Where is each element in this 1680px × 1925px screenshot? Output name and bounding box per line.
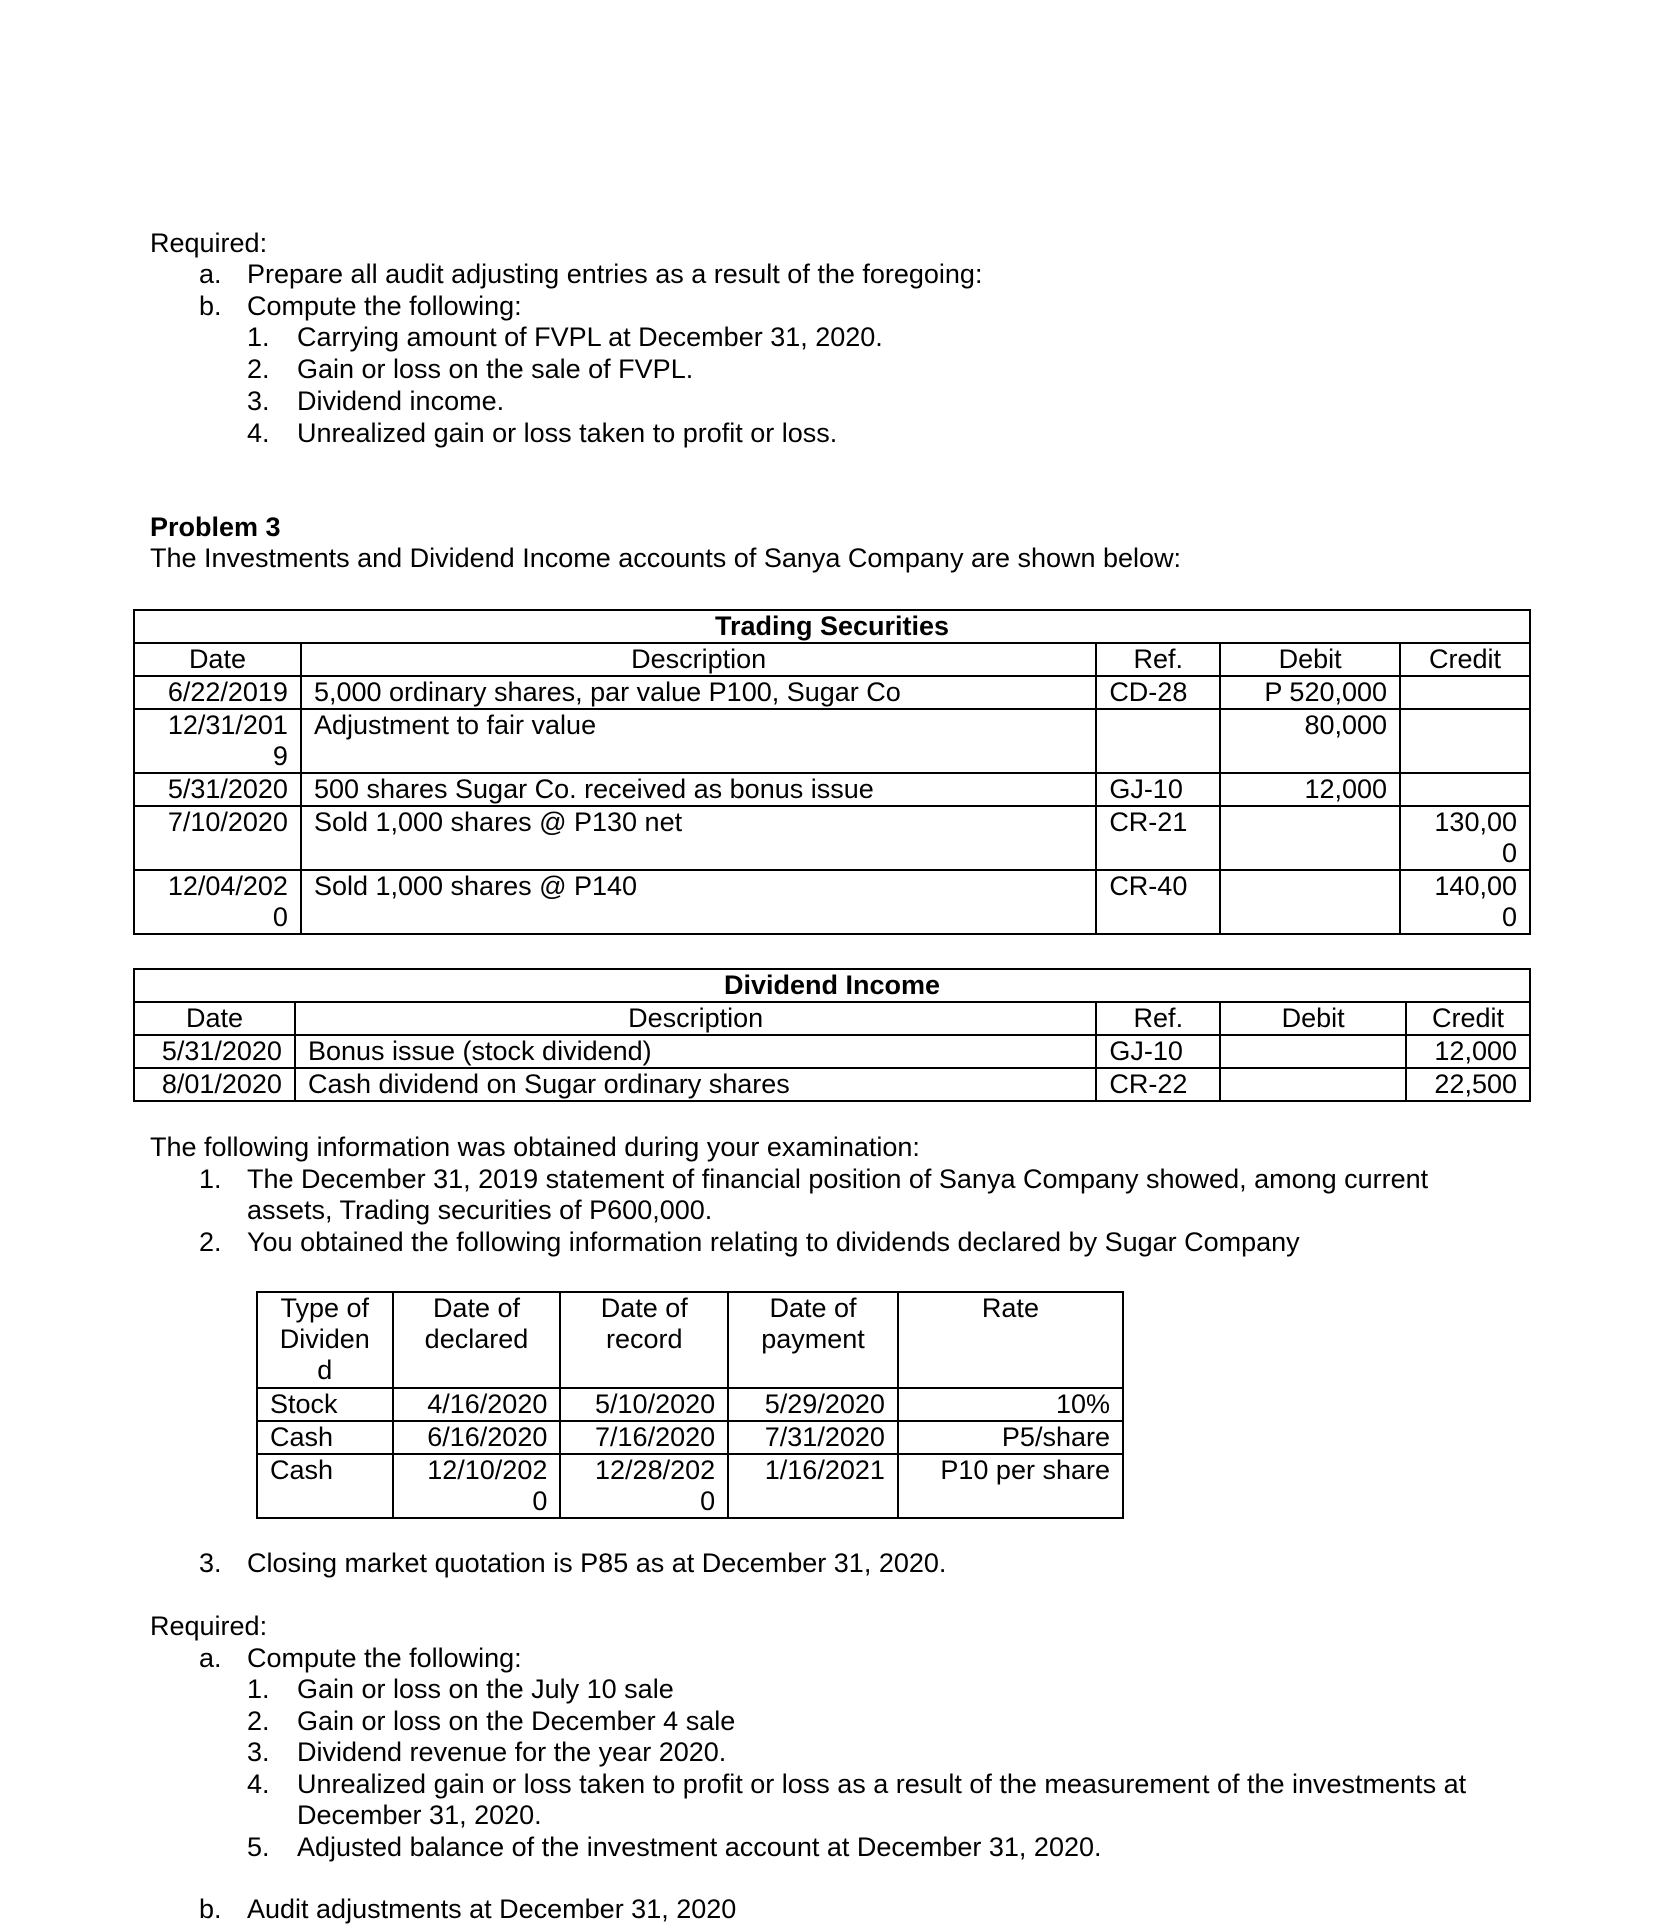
list-marker: 3. [199,1548,222,1578]
list-item-continued: assets, Trading securities of P600,000. [247,1195,713,1225]
payment-cell: 1/16/2021 [728,1454,898,1518]
record-cell: 12/28/202 0 [560,1454,728,1518]
description-cell: Sold 1,000 shares @ P130 net [301,806,1096,870]
table-row [134,1068,1530,1101]
ref-cell: CR-22 [1096,1068,1220,1101]
list-marker: 4. [247,418,270,448]
list-marker: 2. [247,1706,270,1736]
description-cell: Bonus issue (stock dividend) [295,1035,1096,1068]
description-cell: 5,000 ordinary shares, par value P100, Sugar Co [301,676,1096,709]
column-header: Credit [1406,1002,1530,1035]
list-marker: 3. [247,386,270,416]
ref-cell [1096,709,1220,773]
credit-cell: 22,500 [1406,1068,1530,1101]
table-title: Trading Securities [134,610,1530,643]
list-marker: 1. [247,322,270,352]
credit-cell [1400,676,1530,709]
list-marker: 5. [247,1832,270,1862]
list-marker: a. [199,1643,222,1673]
list-marker: a. [199,259,222,289]
record-cell: 5/10/2020 [560,1388,728,1421]
type-cell: Stock [257,1388,393,1421]
column-header: Date [134,643,301,676]
rate-cell: 10% [898,1388,1123,1421]
date-cell: 7/10/2020 [134,806,301,870]
table-row [134,1035,1530,1068]
list-item: Closing market quotation is P85 as at December 31, 2020. [247,1548,947,1578]
list-item: The December 31, 2019 statement of financial position of Sanya Company showed, among current [247,1164,1429,1194]
problem-intro: The Investments and Dividend Income accounts of Sanya Company are shown below: [150,543,1182,573]
debit-cell [1220,870,1400,934]
table-header-row [134,643,1530,676]
date-cell: 12/04/202 0 [134,870,301,934]
problem-title: Problem 3 [150,512,281,542]
ref-cell: GJ-10 [1096,1035,1220,1068]
description-cell: 500 shares Sugar Co. received as bonus issue [301,773,1096,806]
date-cell: 5/31/2020 [134,1035,295,1068]
list-marker: b. [199,1894,222,1924]
debit-cell: 12,000 [1220,773,1400,806]
ref-cell: CR-21 [1096,806,1220,870]
list-item: Adjusted balance of the investment account at December 31, 2020. [297,1832,1102,1862]
table-title: Dividend Income [134,969,1530,1002]
column-header: Description [295,1002,1096,1035]
trading-securities-table [133,609,1531,935]
ref-cell: CD-28 [1096,676,1220,709]
date-cell: 6/22/2019 [134,676,301,709]
list-item: You obtained the following information relating to dividends declared by Sugar Company [247,1227,1300,1257]
table-row [134,773,1530,806]
list-item: Prepare all audit adjusting entries as a result of the foregoing: [247,259,983,289]
credit-cell: 140,00 0 [1400,870,1530,934]
column-header: Date of declared [393,1292,561,1388]
info-intro: The following information was obtained during your examination: [150,1132,920,1162]
table-row [134,806,1530,870]
column-header: Rate [898,1292,1123,1388]
debit-cell [1220,1068,1406,1101]
type-cell: Cash [257,1421,393,1454]
date-cell: 12/31/201 9 [134,709,301,773]
type-cell: Cash [257,1454,393,1518]
declared-cell: 6/16/2020 [393,1421,561,1454]
description-cell: Cash dividend on Sugar ordinary shares [295,1068,1096,1101]
required-heading: Required: [150,1611,268,1641]
list-item-continued: December 31, 2020. [297,1800,542,1830]
list-item: Unrealized gain or loss taken to profit or loss. [297,418,838,448]
declared-cell: 4/16/2020 [393,1388,561,1421]
column-header: Debit [1220,1002,1406,1035]
date-cell: 5/31/2020 [134,773,301,806]
credit-cell [1400,709,1530,773]
column-header: Ref. [1096,643,1220,676]
ref-cell: GJ-10 [1096,773,1220,806]
list-marker: 1. [247,1674,270,1704]
date-cell: 8/01/2020 [134,1068,295,1101]
list-item: Audit adjustments at December 31, 2020 [247,1894,737,1924]
list-marker: 1. [199,1164,222,1194]
table-row [257,1454,1123,1518]
list-item: Dividend income. [297,386,505,416]
table-row [134,676,1530,709]
table-row [257,1388,1123,1421]
list-marker: b. [199,291,222,321]
list-marker: 2. [247,354,270,384]
table-header-row [134,1002,1530,1035]
description-cell: Sold 1,000 shares @ P140 [301,870,1096,934]
debit-cell: P 520,000 [1220,676,1400,709]
list-item: Dividend revenue for the year 2020. [297,1737,727,1767]
declared-cell: 12/10/202 0 [393,1454,561,1518]
record-cell: 7/16/2020 [560,1421,728,1454]
column-header: Debit [1220,643,1400,676]
list-item: Compute the following: [247,291,522,321]
column-header: Type of Dividen d [257,1292,393,1388]
list-item: Gain or loss on the December 4 sale [297,1706,736,1736]
list-marker: 3. [247,1737,270,1767]
credit-cell [1400,773,1530,806]
column-header: Date of payment [728,1292,898,1388]
table-row [134,709,1530,773]
credit-cell: 12,000 [1406,1035,1530,1068]
dividend-declarations-table [256,1291,1124,1519]
list-item: Unrealized gain or loss taken to profit or loss as a result of the measurement of the investments at [297,1769,1467,1799]
column-header: Credit [1400,643,1530,676]
table-row [257,1421,1123,1454]
dividend-income-table [133,968,1531,1102]
debit-cell [1220,806,1400,870]
payment-cell: 7/31/2020 [728,1421,898,1454]
list-item: Carrying amount of FVPL at December 31, 2020. [297,322,883,352]
table-header-row [257,1292,1123,1388]
list-item: Gain or loss on the July 10 sale [297,1674,674,1704]
list-item: Compute the following: [247,1643,522,1673]
rate-cell: P5/share [898,1421,1123,1454]
description-cell: Adjustment to fair value [301,709,1096,773]
column-header: Ref. [1096,1002,1220,1035]
column-header: Date [134,1002,295,1035]
ref-cell: CR-40 [1096,870,1220,934]
payment-cell: 5/29/2020 [728,1388,898,1421]
rate-cell: P10 per share [898,1454,1123,1518]
table-row [134,870,1530,934]
list-marker: 4. [247,1769,270,1799]
list-marker: 2. [199,1227,222,1257]
column-header: Date of record [560,1292,728,1388]
column-header: Description [301,643,1096,676]
debit-cell: 80,000 [1220,709,1400,773]
debit-cell [1220,1035,1406,1068]
credit-cell: 130,00 0 [1400,806,1530,870]
required-heading: Required: [150,228,268,258]
list-item: Gain or loss on the sale of FVPL. [297,354,694,384]
